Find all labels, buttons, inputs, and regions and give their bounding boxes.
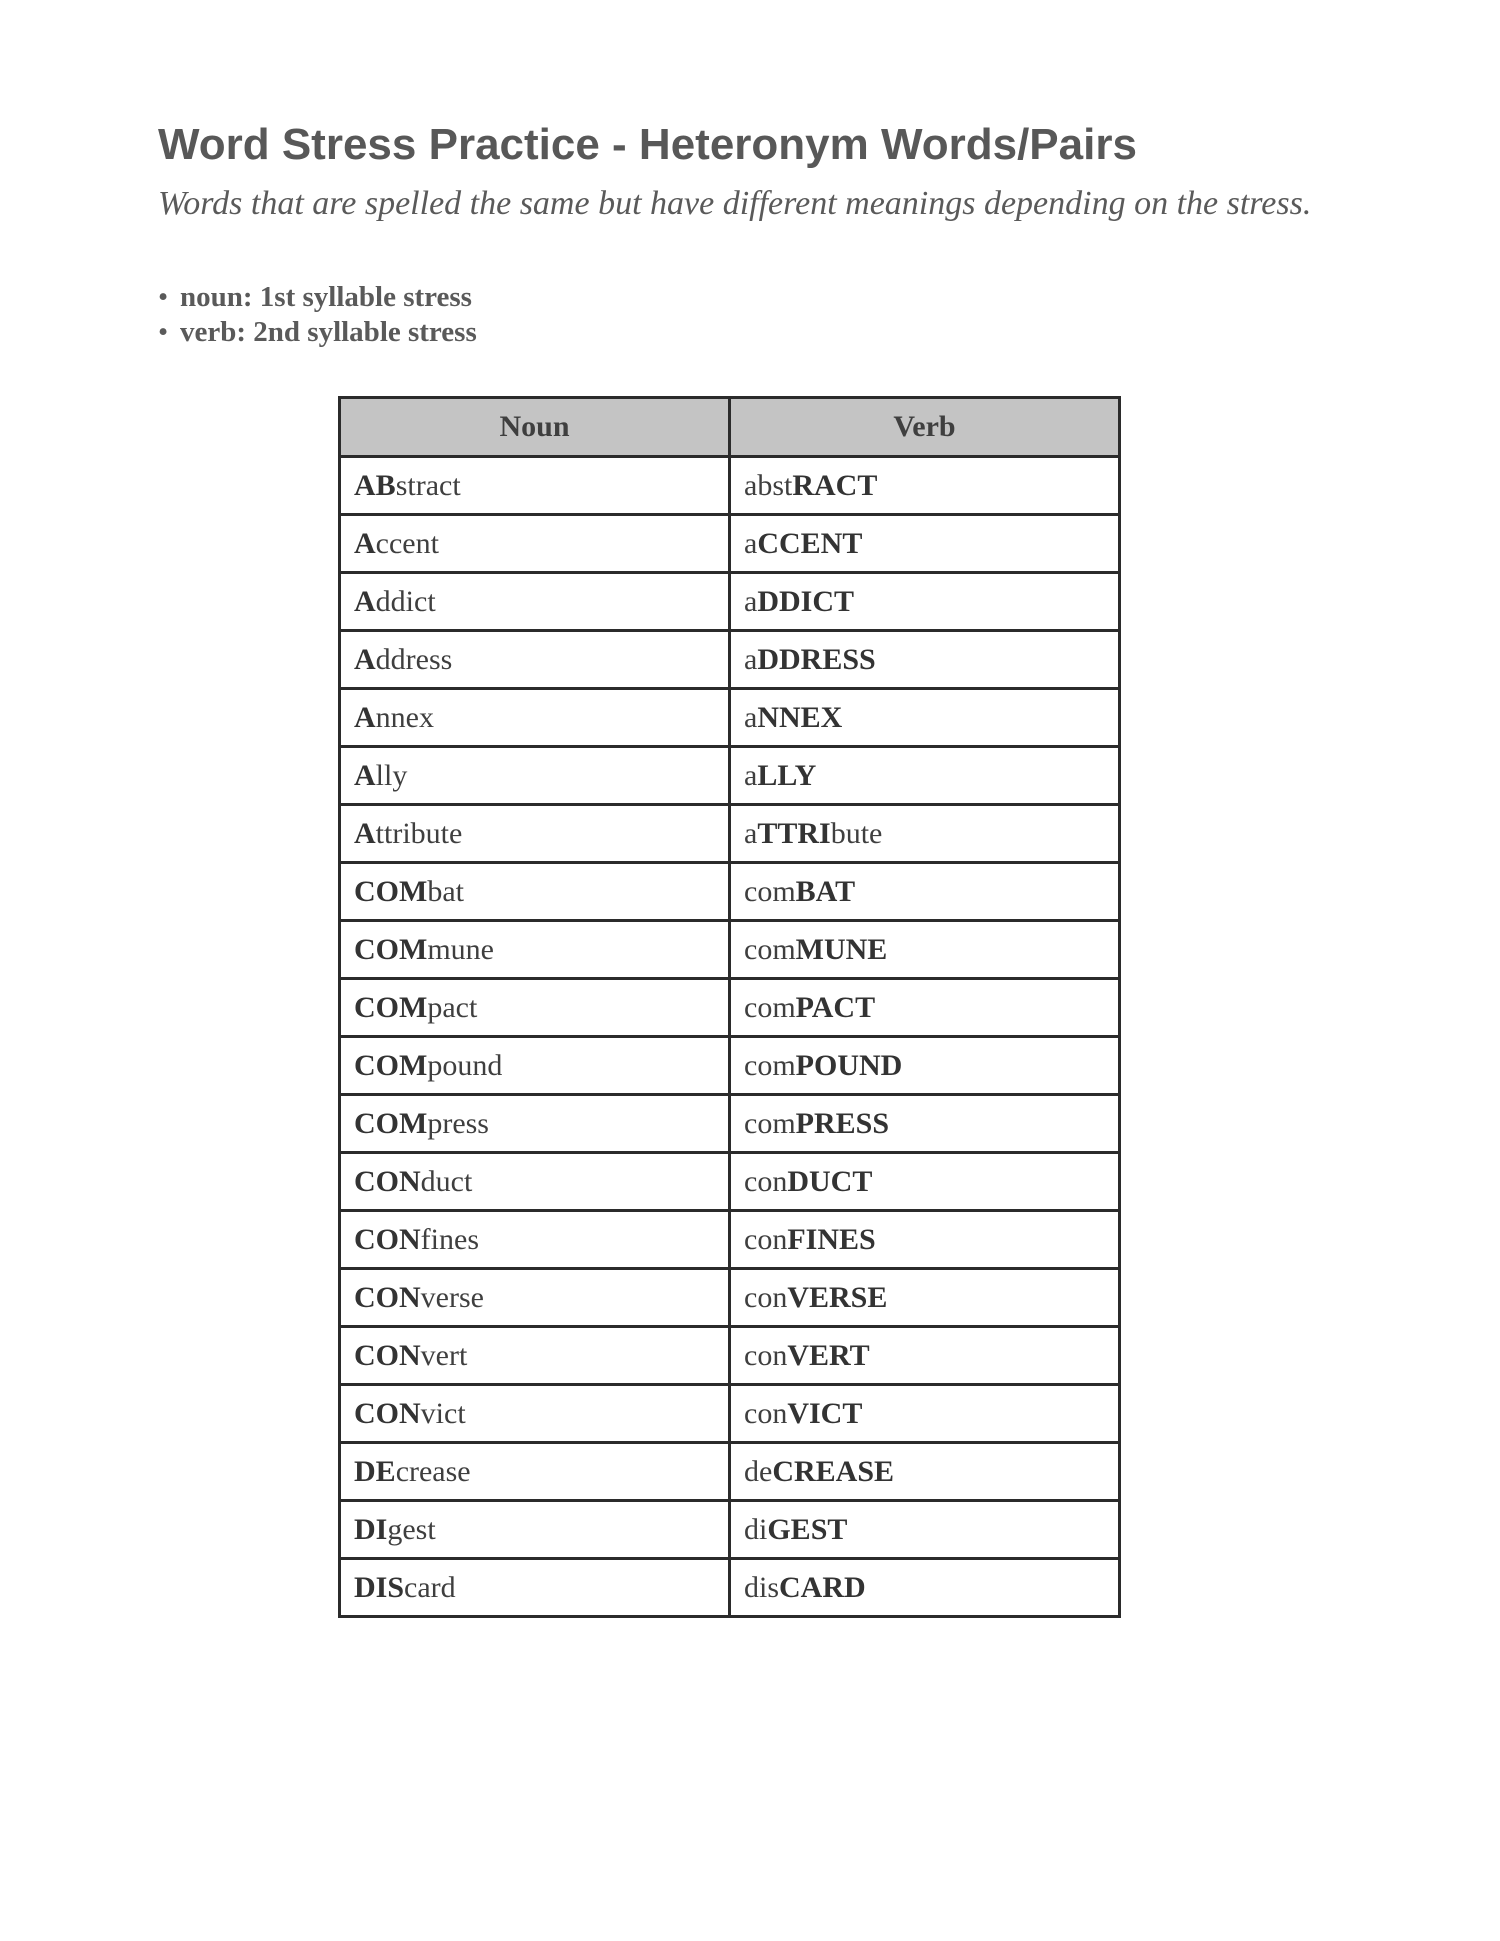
noun-unstressed-part: vict xyxy=(420,1396,466,1430)
table-row xyxy=(340,1385,1120,1443)
verb-unstressed-prefix: a xyxy=(744,816,758,850)
verb-stressed-syllable: DDRESS xyxy=(757,642,876,676)
noun-cell xyxy=(340,1153,730,1211)
verb-unstressed-prefix: a xyxy=(744,700,758,734)
verb-stressed-syllable: GEST xyxy=(767,1512,848,1546)
noun-cell xyxy=(340,1443,730,1501)
noun-stressed-syllable: A xyxy=(354,526,376,560)
table-row xyxy=(340,1559,1120,1617)
verb-cell xyxy=(730,1385,1120,1443)
verb-cell xyxy=(730,805,1120,863)
noun-cell xyxy=(340,1037,730,1095)
noun-unstressed-part: pound xyxy=(427,1048,503,1082)
verb-stressed-syllable: LLY xyxy=(757,758,817,792)
noun-unstressed-part: ddress xyxy=(375,642,453,676)
noun-unstressed-part: pact xyxy=(427,990,478,1024)
heteronym-table xyxy=(338,396,1121,1618)
noun-cell xyxy=(340,1095,730,1153)
table-row xyxy=(340,1211,1120,1269)
noun-cell xyxy=(340,747,730,805)
verb-stressed-syllable: CREASE xyxy=(772,1454,895,1488)
noun-unstressed-part: ccent xyxy=(375,526,439,560)
verb-stressed-syllable: VERT xyxy=(787,1338,870,1372)
noun-cell xyxy=(340,863,730,921)
noun-cell xyxy=(340,1559,730,1617)
table-row xyxy=(340,1327,1120,1385)
verb-stressed-syllable: POUND xyxy=(795,1048,903,1082)
noun-cell xyxy=(340,573,730,631)
table-row xyxy=(340,1501,1120,1559)
verb-cell xyxy=(730,921,1120,979)
verb-cell xyxy=(730,1327,1120,1385)
noun-stressed-syllable: A xyxy=(354,700,376,734)
verb-stressed-syllable: FINES xyxy=(787,1222,876,1256)
verb-unstressed-prefix: con xyxy=(744,1338,788,1372)
noun-unstressed-part: mune xyxy=(427,932,494,966)
noun-cell xyxy=(340,1211,730,1269)
verb-unstressed-prefix: con xyxy=(744,1280,788,1314)
table-row xyxy=(340,1153,1120,1211)
noun-stressed-syllable: DI xyxy=(354,1512,388,1546)
stress-rules-list xyxy=(158,280,477,350)
noun-unstressed-part: gest xyxy=(387,1512,436,1546)
verb-unstressed-prefix: con xyxy=(744,1222,788,1256)
table-row xyxy=(340,921,1120,979)
verb-unstressed-prefix: di xyxy=(744,1512,768,1546)
verb-unstressed-prefix: con xyxy=(744,1164,788,1198)
verb-stressed-syllable: DDICT xyxy=(757,584,855,618)
noun-cell xyxy=(340,805,730,863)
noun-stressed-syllable: CON xyxy=(354,1280,421,1314)
noun-stressed-syllable: COM xyxy=(354,1106,428,1140)
noun-stressed-syllable: CON xyxy=(354,1222,421,1256)
verb-stressed-syllable: NNEX xyxy=(757,700,843,734)
noun-stressed-syllable: COM xyxy=(354,874,428,908)
verb-unstressed-prefix: com xyxy=(744,1106,796,1140)
table-row xyxy=(340,515,1120,573)
page-subtitle: Words that are spelled the same but have different meanings depending on the stress. xyxy=(158,185,1312,222)
verb-unstressed-prefix: de xyxy=(744,1454,773,1488)
noun-cell xyxy=(340,631,730,689)
noun-unstressed-part: lly xyxy=(375,758,408,792)
verb-unstressed-prefix: com xyxy=(744,932,796,966)
noun-stressed-syllable: CON xyxy=(354,1396,421,1430)
table-row xyxy=(340,1095,1120,1153)
noun-unstressed-part: duct xyxy=(420,1164,473,1198)
noun-unstressed-part: bat xyxy=(427,874,464,908)
verb-cell xyxy=(730,1153,1120,1211)
table-body xyxy=(340,457,1120,1617)
noun-unstressed-part: crease xyxy=(395,1454,471,1488)
verb-stressed-syllable: CARD xyxy=(779,1570,866,1604)
verb-stressed-syllable: RACT xyxy=(792,468,878,502)
noun-cell xyxy=(340,689,730,747)
verb-unstressed-prefix: a xyxy=(744,642,758,676)
noun-stressed-syllable: DIS xyxy=(354,1570,405,1604)
noun-stressed-syllable: COM xyxy=(354,1048,428,1082)
verb-stressed-syllable: MUNE xyxy=(795,932,888,966)
verb-stressed-syllable: CCENT xyxy=(757,526,863,560)
noun-cell xyxy=(340,515,730,573)
table-row xyxy=(340,457,1120,515)
verb-cell xyxy=(730,1037,1120,1095)
noun-cell xyxy=(340,1327,730,1385)
noun-stressed-syllable: CON xyxy=(354,1164,421,1198)
noun-cell xyxy=(340,1385,730,1443)
noun-stressed-syllable: A xyxy=(354,642,376,676)
table-header-row xyxy=(340,398,1120,457)
header-noun: Noun xyxy=(340,398,730,457)
noun-stressed-syllable: COM xyxy=(354,932,428,966)
verb-cell xyxy=(730,515,1120,573)
page-title: Word Stress Practice - Heteronym Words/Pairs xyxy=(158,120,1137,169)
noun-unstressed-part: nnex xyxy=(375,700,434,734)
noun-cell xyxy=(340,1501,730,1559)
verb-stressed-syllable: DUCT xyxy=(787,1164,873,1198)
noun-stressed-syllable: A xyxy=(354,758,376,792)
verb-unstressed-prefix: abst xyxy=(744,468,793,502)
verb-cell xyxy=(730,1095,1120,1153)
rule-verb: • verb: 2nd syllable stress xyxy=(158,315,477,350)
table-row xyxy=(340,1037,1120,1095)
verb-unstressed-prefix: dis xyxy=(744,1570,780,1604)
verb-cell xyxy=(730,689,1120,747)
table-row xyxy=(340,863,1120,921)
verb-cell xyxy=(730,1559,1120,1617)
table-row xyxy=(340,573,1120,631)
verb-unstressed-prefix: con xyxy=(744,1396,788,1430)
noun-stressed-syllable: A xyxy=(354,584,376,618)
noun-unstressed-part: fines xyxy=(420,1222,479,1256)
verb-cell xyxy=(730,747,1120,805)
verb-cell xyxy=(730,1211,1120,1269)
verb-cell xyxy=(730,457,1120,515)
verb-cell xyxy=(730,863,1120,921)
rule-noun: • noun: 1st syllable stress xyxy=(158,280,477,315)
noun-unstressed-part: press xyxy=(427,1106,489,1140)
verb-unstressed-suffix: bute xyxy=(830,816,883,850)
noun-unstressed-part: vert xyxy=(420,1338,468,1372)
noun-stressed-syllable: COM xyxy=(354,990,428,1024)
noun-stressed-syllable: CON xyxy=(354,1338,421,1372)
noun-stressed-syllable: AB xyxy=(354,468,396,502)
verb-stressed-syllable: VICT xyxy=(787,1396,863,1430)
verb-unstressed-prefix: com xyxy=(744,990,796,1024)
verb-stressed-syllable: TTRI xyxy=(757,816,831,850)
noun-stressed-syllable: A xyxy=(354,816,376,850)
table-row xyxy=(340,689,1120,747)
verb-cell xyxy=(730,1501,1120,1559)
noun-cell xyxy=(340,979,730,1037)
noun-unstressed-part: card xyxy=(404,1570,456,1604)
noun-cell xyxy=(340,1269,730,1327)
verb-unstressed-prefix: com xyxy=(744,874,796,908)
noun-unstressed-part: ttribute xyxy=(375,816,463,850)
table-row xyxy=(340,631,1120,689)
verb-stressed-syllable: VERSE xyxy=(787,1280,888,1314)
table-row xyxy=(340,747,1120,805)
verb-cell xyxy=(730,631,1120,689)
noun-unstressed-part: ddict xyxy=(375,584,436,618)
verb-stressed-syllable: BAT xyxy=(795,874,856,908)
verb-stressed-syllable: PRESS xyxy=(795,1106,890,1140)
verb-cell xyxy=(730,1443,1120,1501)
verb-stressed-syllable: PACT xyxy=(795,990,876,1024)
verb-cell xyxy=(730,1269,1120,1327)
verb-cell xyxy=(730,979,1120,1037)
noun-cell xyxy=(340,921,730,979)
table-row xyxy=(340,805,1120,863)
header-verb: Verb xyxy=(730,398,1120,457)
noun-unstressed-part: stract xyxy=(395,468,461,502)
noun-cell xyxy=(340,457,730,515)
verb-unstressed-prefix: a xyxy=(744,526,758,560)
verb-unstressed-prefix: a xyxy=(744,758,758,792)
table-row xyxy=(340,979,1120,1037)
noun-unstressed-part: verse xyxy=(420,1280,484,1314)
verb-cell xyxy=(730,573,1120,631)
verb-unstressed-prefix: com xyxy=(744,1048,796,1082)
noun-stressed-syllable: DE xyxy=(354,1454,396,1488)
table-row xyxy=(340,1269,1120,1327)
verb-unstressed-prefix: a xyxy=(744,584,758,618)
table-row xyxy=(340,1443,1120,1501)
